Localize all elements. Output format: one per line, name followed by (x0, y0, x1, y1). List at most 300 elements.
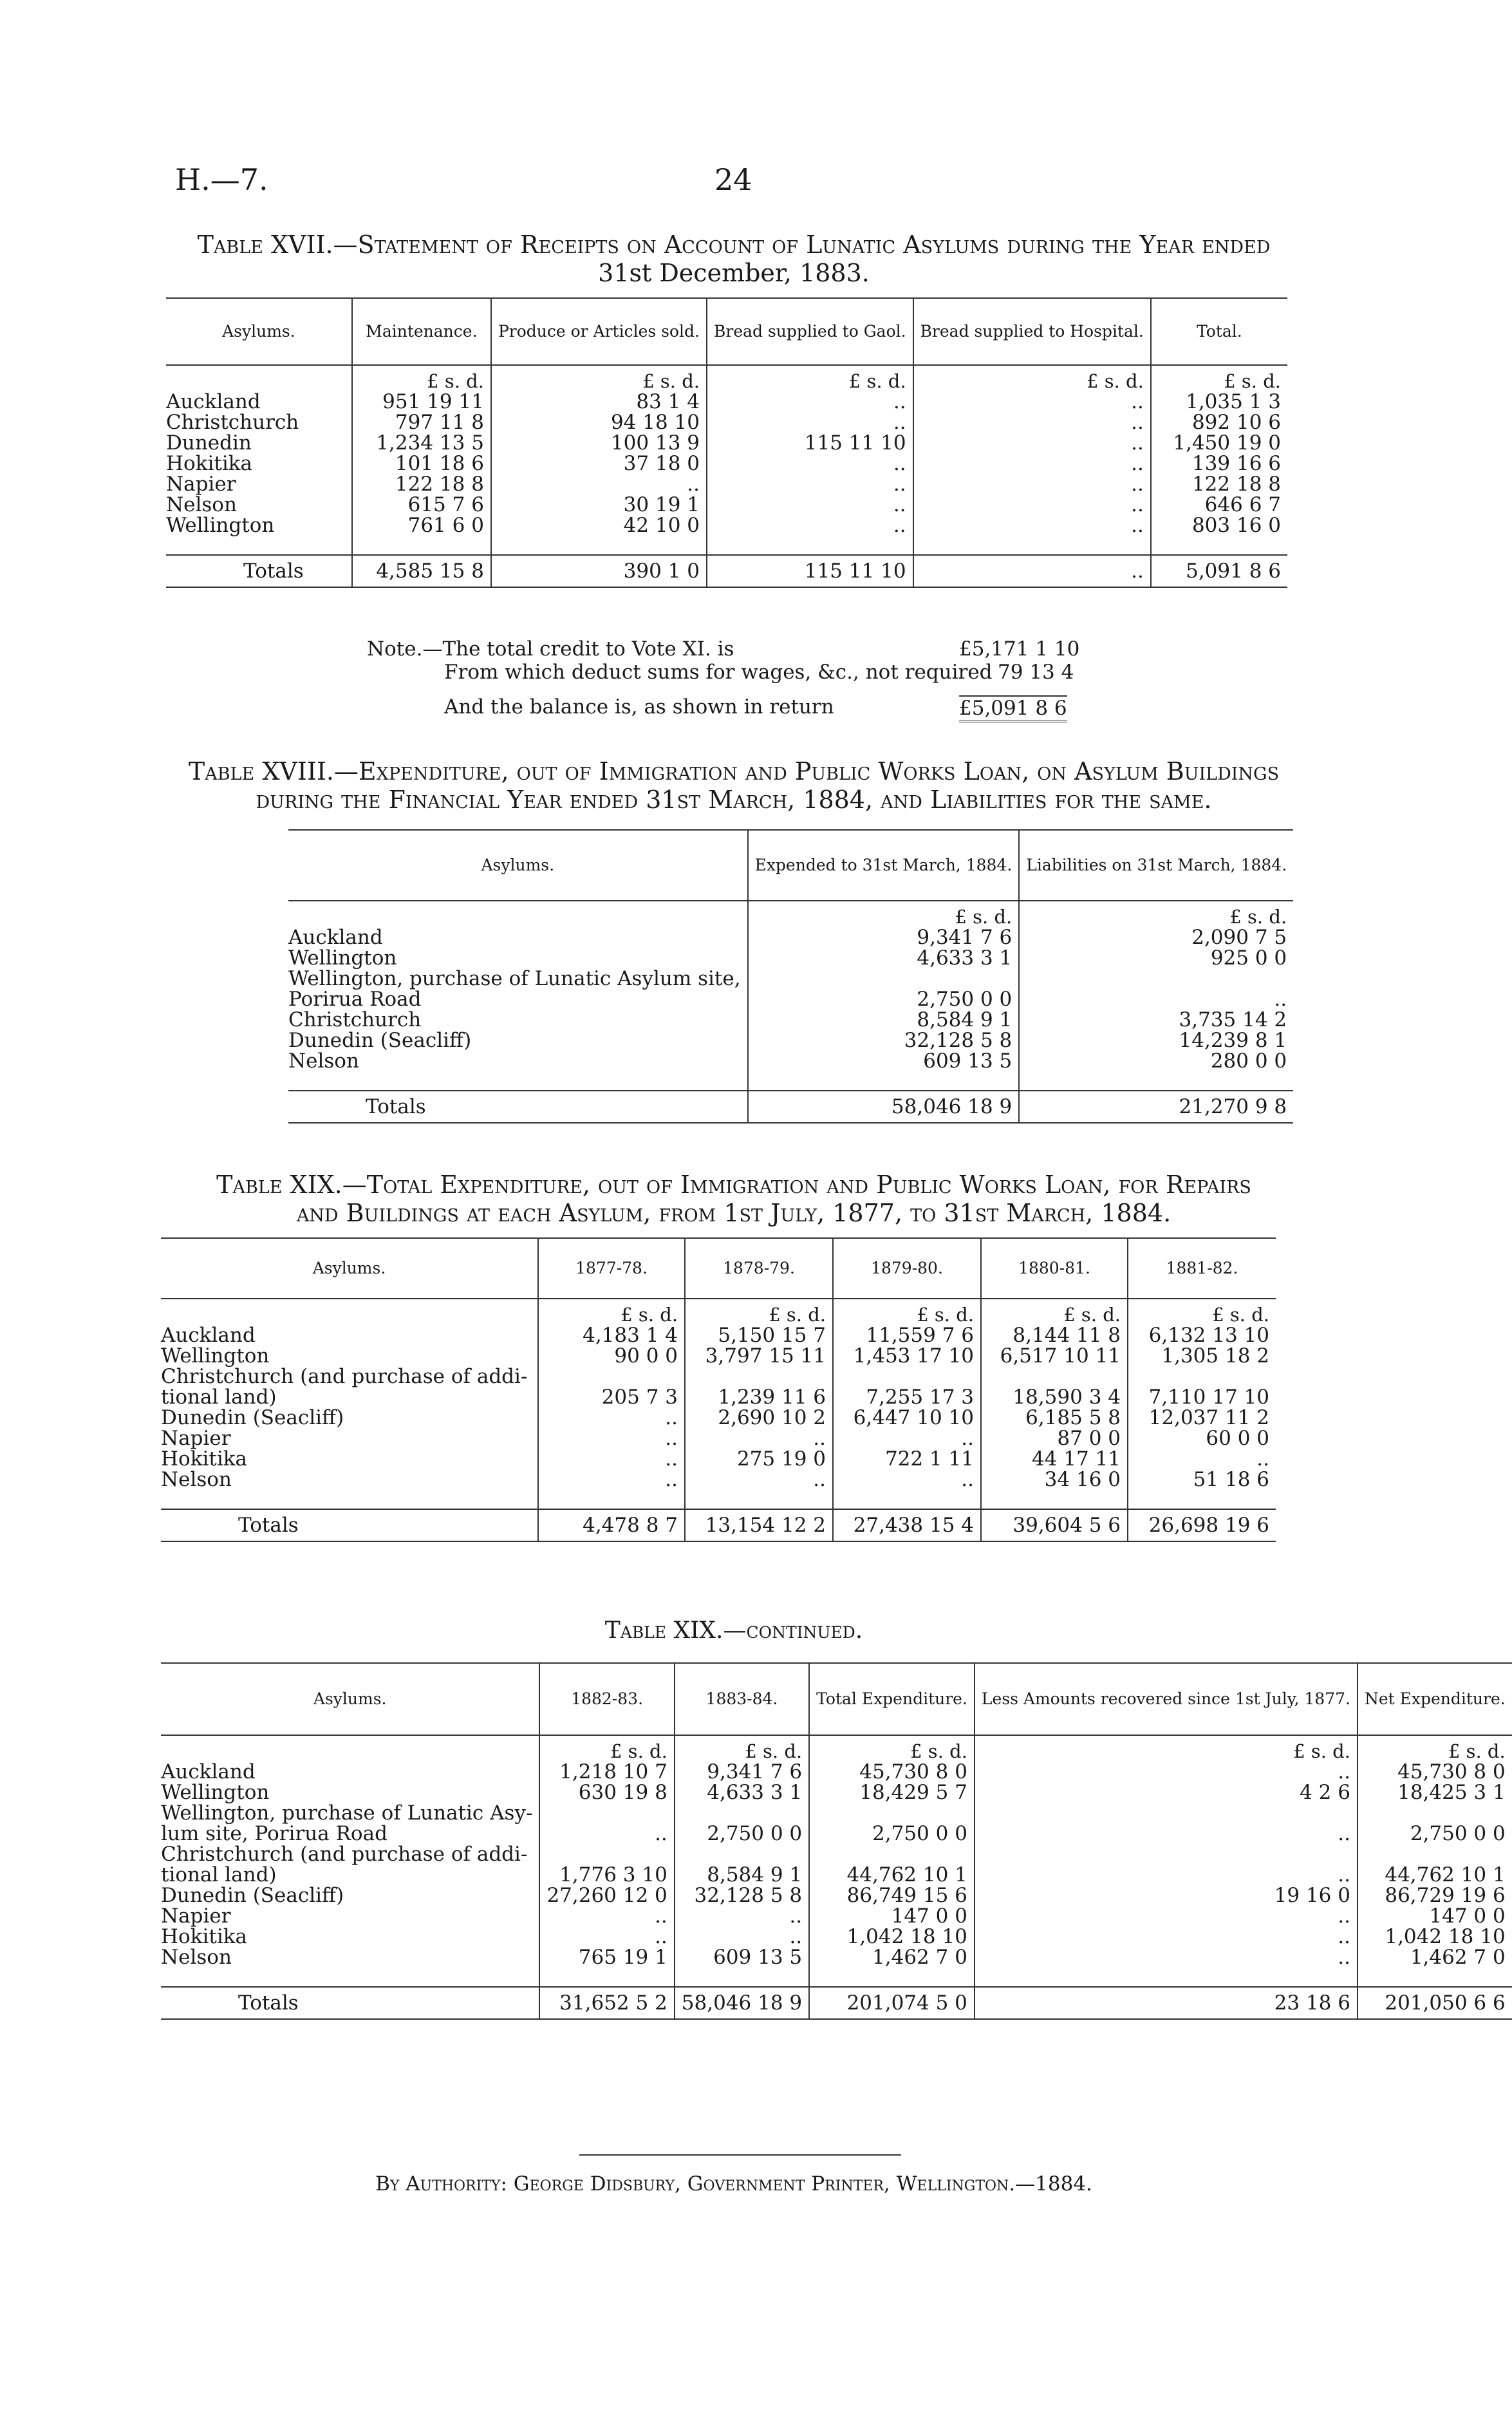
asylum-name: Wellington (161, 1781, 270, 1804)
amount-cell: 3,797 15 11 (685, 1346, 833, 1366)
amount-cell: .. (707, 453, 913, 474)
amount-cell: 37 18 0 (491, 453, 707, 474)
asylum-name: Hokitika (166, 452, 253, 475)
amount-cell: 201,074 5 0 (809, 1987, 975, 2019)
totals-label: Totals (166, 555, 352, 587)
table-18 (288, 829, 1293, 1124)
amount-cell: 44 17 11 (981, 1449, 1128, 1469)
table-17-note (367, 637, 1139, 734)
amount-cell: 761 6 0 (352, 515, 491, 536)
amount-cell (748, 968, 1020, 989)
table-19-continued-title (154, 1617, 1313, 1644)
table-row (161, 1762, 1512, 1782)
amount-cell: .. (975, 1926, 1358, 1947)
totals-label: Totals (288, 1091, 748, 1123)
amount-cell: 23 18 6 (975, 1987, 1358, 2019)
amount-cell: 30 19 1 (491, 494, 707, 515)
amount-cell: 9,341 7 6 (748, 927, 1020, 948)
amount-cell: 8,584 9 1 (675, 1865, 809, 1885)
amount-cell: 19 16 0 (975, 1885, 1358, 1906)
amount-cell: 1,234 13 5 (352, 433, 491, 453)
asylum-name: Dunedin (Seacliff) (288, 1029, 472, 1052)
amount-cell: .. (975, 1906, 1358, 1926)
table-19-header-row (161, 1238, 1276, 1299)
table-17-title (154, 230, 1313, 287)
amount-cell (1128, 1366, 1276, 1387)
amount-cell: 90 0 0 (538, 1346, 685, 1366)
amount-cell: 39,604 5 6 (981, 1509, 1128, 1541)
spacer-row (166, 536, 1287, 555)
note-value1: £5,171 1 10 (959, 637, 1080, 661)
col-1880-81: 1880-81. (981, 1238, 1128, 1299)
table-row (161, 1865, 1512, 1885)
amount-cell: 58,046 18 9 (748, 1091, 1020, 1123)
totals-row (161, 1509, 1276, 1541)
amount-cell: 1,453 17 10 (833, 1346, 981, 1366)
amount-cell: .. (685, 1469, 833, 1490)
amount-cell: 2,750 0 0 (675, 1823, 809, 1844)
table-17-header-row (166, 298, 1287, 365)
asylum-name: Auckland (166, 390, 261, 413)
table-row (161, 1782, 1512, 1803)
amount-cell: 45,730 8 0 (1358, 1762, 1512, 1782)
amount-cell: 280 0 0 (1019, 1051, 1293, 1071)
table-18-title-line1: Table XVIII.—Expenditure, out of Immigration and Public Works Loan, on Asylum Buildings (188, 757, 1280, 785)
amount-cell: .. (913, 494, 1151, 515)
amount-cell: 4,478 8 7 (538, 1509, 685, 1541)
currency-label: £ s. d. (1019, 901, 1293, 927)
amount-cell: 1,305 18 2 (1128, 1346, 1276, 1366)
amount-cell: 122 18 8 (1151, 474, 1287, 494)
printer-credit-text: By Authority: George Didsbury, Government Printer, Wellington.—1884. (375, 2172, 1092, 2196)
amount-cell: 722 1 11 (833, 1449, 981, 1469)
asylum-name: Christchurch (and purchase of addi- (161, 1365, 528, 1388)
amount-cell: 18,425 3 1 (1358, 1782, 1512, 1803)
asylum-name: lum site, Porirua Road (161, 1822, 387, 1845)
currency-label: £ s. d. (685, 1299, 833, 1325)
amount-cell: 115 11 10 (707, 555, 913, 587)
amount-cell: 4 2 6 (975, 1782, 1358, 1803)
currency-row (161, 1299, 1276, 1325)
table-row (161, 1823, 1512, 1844)
table-row (161, 1407, 1276, 1428)
note-value3: £5,091 8 6 (959, 695, 1067, 722)
amount-cell: 27,438 15 4 (833, 1509, 981, 1541)
amount-cell: 646 6 7 (1151, 494, 1287, 515)
table-row (161, 1926, 1512, 1947)
printer-credit (154, 2172, 1313, 2196)
currency-label: £ s. d. (748, 901, 1020, 927)
amount-cell: 31,652 5 2 (539, 1987, 674, 2019)
amount-cell: 4,633 3 1 (748, 948, 1020, 968)
table-row (161, 1885, 1512, 1906)
col-total: Total. (1151, 298, 1287, 365)
amount-cell: 100 13 9 (491, 433, 707, 453)
table-row (161, 1469, 1276, 1490)
amount-cell: 18,429 5 7 (809, 1782, 975, 1803)
totals-row (166, 555, 1287, 587)
currency-label: £ s. d. (975, 1735, 1358, 1762)
amount-cell: 6,517 10 11 (981, 1346, 1128, 1366)
amount-cell: 8,144 11 8 (981, 1325, 1128, 1346)
amount-cell: 630 19 8 (539, 1782, 674, 1803)
asylum-name: Christchurch (and purchase of addi- (161, 1843, 528, 1866)
amount-cell: .. (539, 1906, 674, 1926)
table-row (161, 1803, 1512, 1823)
col-1878-79: 1878-79. (685, 1238, 833, 1299)
table-row (161, 1449, 1276, 1469)
amount-cell: .. (707, 412, 913, 433)
amount-cell: 609 13 5 (675, 1947, 809, 1968)
totals-row (161, 1987, 1512, 2019)
amount-cell: 83 1 4 (491, 391, 707, 412)
amount-cell (809, 1803, 975, 1823)
currency-label: £ s. d. (491, 365, 707, 391)
amount-cell (1019, 968, 1293, 989)
asylum-name: Dunedin (166, 431, 252, 455)
table-19-title-line1: Table XIX.—Total Expenditure, out of Immigration and Public Works Loan, for Repairs (216, 1171, 1251, 1199)
amount-cell: 925 0 0 (1019, 948, 1293, 968)
currency-label: £ s. d. (352, 365, 491, 391)
amount-cell: 1,042 18 10 (1358, 1926, 1512, 1947)
col-less-amounts: Less Amounts recovered since 1st July, 1877. (975, 1663, 1358, 1735)
currency-label: £ s. d. (539, 1735, 674, 1762)
amount-cell: 147 0 0 (1358, 1906, 1512, 1926)
col-asylums: Asylums. (161, 1663, 539, 1735)
table-row (288, 948, 1293, 968)
table-row (288, 1051, 1293, 1071)
currency-row (166, 365, 1287, 391)
col-1879-80: 1879-80. (833, 1238, 981, 1299)
amount-cell: 122 18 8 (352, 474, 491, 494)
amount-cell: 1,462 7 0 (809, 1947, 975, 1968)
amount-cell: .. (675, 1926, 809, 1947)
amount-cell: 44,762 10 1 (1358, 1865, 1512, 1885)
totals-label: Totals (161, 1509, 538, 1541)
table-row (166, 515, 1287, 536)
amount-cell: 1,239 11 6 (685, 1387, 833, 1407)
asylum-name: tional land) (161, 1386, 277, 1409)
amount-cell: 205 7 3 (538, 1387, 685, 1407)
table-row (288, 968, 1293, 989)
amount-cell (675, 1803, 809, 1823)
amount-cell: 26,698 19 6 (1128, 1509, 1276, 1541)
table-row (161, 1428, 1276, 1449)
amount-cell: 86,749 15 6 (809, 1885, 975, 1906)
amount-cell: 2,090 7 5 (1019, 927, 1293, 948)
amount-cell: 27,260 12 0 (539, 1885, 674, 1906)
amount-cell: .. (913, 474, 1151, 494)
amount-cell: .. (975, 1865, 1358, 1885)
amount-cell (981, 1366, 1128, 1387)
asylum-name: Wellington, purchase of Lunatic Asy- (161, 1801, 533, 1825)
table-row (161, 1346, 1276, 1366)
totals-label: Totals (161, 1987, 539, 2019)
asylum-name: Auckland (161, 1324, 256, 1347)
col-asylums: Asylums. (166, 298, 352, 365)
currency-row (161, 1735, 1512, 1762)
table-row (166, 433, 1287, 453)
table-row (161, 1366, 1276, 1387)
currency-label: £ s. d. (1128, 1299, 1276, 1325)
asylum-name: Napier (161, 1904, 231, 1928)
table-19c-header-row (161, 1663, 1512, 1735)
table-row (166, 412, 1287, 433)
amount-cell: .. (913, 515, 1151, 536)
amount-cell: 5,091 8 6 (1151, 555, 1287, 587)
table-row (288, 989, 1293, 1010)
col-liabilities: Liabilities on 31st March, 1884. (1019, 830, 1293, 901)
footer-rule (579, 2154, 901, 2156)
table-row (166, 453, 1287, 474)
asylum-name: Hokitika (161, 1447, 248, 1471)
totals-row (288, 1091, 1293, 1123)
amount-cell: .. (538, 1407, 685, 1428)
amount-cell: 45,730 8 0 (809, 1762, 975, 1782)
currency-label: £ s. d. (1358, 1735, 1512, 1762)
asylum-name: Wellington (161, 1344, 270, 1368)
amount-cell: 14,239 8 1 (1019, 1030, 1293, 1051)
note-line3: And the balance is, as shown in return (444, 695, 834, 719)
amount-cell: 8,584 9 1 (748, 1010, 1020, 1030)
amount-cell: 1,450 19 0 (1151, 433, 1287, 453)
table-row (161, 1844, 1512, 1865)
col-1877-78: 1877-78. (538, 1238, 685, 1299)
amount-cell: .. (913, 433, 1151, 453)
currency-label: £ s. d. (981, 1299, 1128, 1325)
currency-row (288, 901, 1293, 927)
table-18-title (154, 757, 1313, 814)
spacer-row (288, 1071, 1293, 1091)
asylum-name: Auckland (288, 926, 383, 949)
amount-cell: 6,132 13 10 (1128, 1325, 1276, 1346)
amount-cell: 615 7 6 (352, 494, 491, 515)
amount-cell: .. (707, 515, 913, 536)
amount-cell: .. (539, 1926, 674, 1947)
amount-cell: 11,559 7 6 (833, 1325, 981, 1346)
amount-cell: 101 18 6 (352, 453, 491, 474)
amount-cell: 21,270 9 8 (1019, 1091, 1293, 1123)
amount-cell: .. (1019, 989, 1293, 1010)
amount-cell: 275 19 0 (685, 1449, 833, 1469)
amount-cell: .. (685, 1428, 833, 1449)
table-row (166, 494, 1287, 515)
amount-cell: 390 1 0 (491, 555, 707, 587)
amount-cell: .. (675, 1906, 809, 1926)
amount-cell: 4,585 15 8 (352, 555, 491, 587)
amount-cell (685, 1366, 833, 1387)
amount-cell: .. (707, 494, 913, 515)
amount-cell: 18,590 3 4 (981, 1387, 1128, 1407)
table-row (288, 1010, 1293, 1030)
amount-cell: 1,035 1 3 (1151, 391, 1287, 412)
amount-cell: .. (975, 1762, 1358, 1782)
amount-cell: 9,341 7 6 (675, 1762, 809, 1782)
col-1882-83: 1882-83. (539, 1663, 674, 1735)
amount-cell: 32,128 5 8 (675, 1885, 809, 1906)
amount-cell: 1,218 10 7 (539, 1762, 674, 1782)
note-line2: From which deduct sums for wages, &c., not required (444, 661, 993, 684)
amount-cell: .. (707, 391, 913, 412)
amount-cell: 86,729 19 6 (1358, 1885, 1512, 1906)
table-row (161, 1906, 1512, 1926)
currency-label: £ s. d. (1151, 365, 1287, 391)
amount-cell: 803 16 0 (1151, 515, 1287, 536)
amount-cell: 201,050 6 6 (1358, 1987, 1512, 2019)
amount-cell: 12,037 11 2 (1128, 1407, 1276, 1428)
amount-cell (1358, 1844, 1512, 1865)
amount-cell: 32,128 5 8 (748, 1030, 1020, 1051)
amount-cell: 34 16 0 (981, 1469, 1128, 1490)
col-bread-gaol: Bread supplied to Gaol. (707, 298, 913, 365)
amount-cell: .. (491, 474, 707, 494)
asylum-name: Napier (161, 1427, 231, 1450)
amount-cell: .. (975, 1947, 1358, 1968)
table-17-title-line2: 31st December, 1883. (598, 259, 870, 287)
amount-cell: 6,185 5 8 (981, 1407, 1128, 1428)
amount-cell: 1,462 7 0 (1358, 1947, 1512, 1968)
asylum-name: Auckland (161, 1760, 256, 1783)
table-19-continued-label: Table XIX.—continued. (604, 1617, 863, 1644)
col-total-expenditure: Total Expenditure. (809, 1663, 975, 1735)
table-row (161, 1947, 1512, 1968)
asylum-name: Christchurch (166, 411, 299, 434)
asylum-name: tional land) (161, 1863, 277, 1886)
asylum-name: Napier (166, 473, 236, 496)
currency-label: £ s. d. (707, 365, 913, 391)
amount-cell: .. (913, 412, 1151, 433)
table-row (166, 474, 1287, 494)
amount-cell: 115 11 10 (707, 433, 913, 453)
asylum-name: Hokitika (161, 1925, 248, 1948)
table-18-title-line2: during the Financial Year ended 31st March, 1884, and Liabilities for the same. (256, 785, 1212, 814)
col-1883-84: 1883-84. (675, 1663, 809, 1735)
table-row (288, 1030, 1293, 1051)
amount-cell (539, 1803, 674, 1823)
col-asylums: Asylums. (161, 1238, 538, 1299)
table-17 (166, 297, 1287, 588)
table-19-title (154, 1171, 1313, 1227)
amount-cell: .. (538, 1449, 685, 1469)
amount-cell: 2,750 0 0 (809, 1823, 975, 1844)
table-19-continued (161, 1662, 1512, 2020)
amount-cell: 951 19 11 (352, 391, 491, 412)
col-asylums: Asylums. (288, 830, 748, 901)
amount-cell: 139 16 6 (1151, 453, 1287, 474)
amount-cell: 5,150 15 7 (685, 1325, 833, 1346)
asylum-name: Wellington (166, 514, 275, 537)
amount-cell: 609 13 5 (748, 1051, 1020, 1071)
table-17-title-line1: Table XVII.—Statement of Receipts on Account of Lunatic Asylums during the Year ended (197, 230, 1271, 259)
amount-cell: .. (538, 1469, 685, 1490)
amount-cell: 6,447 10 10 (833, 1407, 981, 1428)
asylum-name: Dunedin (Seacliff) (161, 1884, 344, 1907)
amount-cell: .. (539, 1823, 674, 1844)
amount-cell: 1,776 3 10 (539, 1865, 674, 1885)
asylum-name: Dunedin (Seacliff) (161, 1406, 344, 1429)
amount-cell: 51 18 6 (1128, 1469, 1276, 1490)
table-row (166, 391, 1287, 412)
note-line1: Note.—The total credit to Vote XI. is (367, 637, 734, 661)
spacer-row (161, 1968, 1512, 1987)
amount-cell (833, 1366, 981, 1387)
currency-label: £ s. d. (675, 1735, 809, 1762)
col-expended: Expended to 31st March, 1884. (748, 830, 1020, 901)
amount-cell: 58,046 18 9 (675, 1987, 809, 2019)
amount-cell: 765 19 1 (539, 1947, 674, 1968)
table-18-header-row (288, 830, 1293, 901)
asylum-name: Nelson (288, 1049, 359, 1073)
amount-cell: .. (833, 1469, 981, 1490)
asylum-name: Nelson (161, 1468, 232, 1491)
table-19-title-line2: and Buildings at each Asylum, from 1st July, 1877, to 31st March, 1884. (296, 1199, 1171, 1227)
asylum-name: Wellington (288, 946, 397, 970)
col-maintenance: Maintenance. (352, 298, 491, 365)
amount-cell: 1,042 18 10 (809, 1926, 975, 1947)
amount-cell: .. (913, 555, 1151, 587)
amount-cell (1358, 1803, 1512, 1823)
page-number: 24 (714, 162, 752, 197)
note-value2: 79 13 4 (998, 661, 1074, 684)
amount-cell: 87 0 0 (981, 1428, 1128, 1449)
spacer-row (161, 1490, 1276, 1509)
amount-cell: 44,762 10 1 (809, 1865, 975, 1885)
amount-cell: .. (913, 391, 1151, 412)
table-row (161, 1325, 1276, 1346)
col-1881-82: 1881-82. (1128, 1238, 1276, 1299)
amount-cell (809, 1844, 975, 1865)
amount-cell: .. (913, 453, 1151, 474)
currency-label: £ s. d. (809, 1735, 975, 1762)
amount-cell: .. (707, 474, 913, 494)
amount-cell: 13,154 12 2 (685, 1509, 833, 1541)
col-net-expenditure: Net Expenditure. (1358, 1663, 1512, 1735)
amount-cell (675, 1844, 809, 1865)
asylum-name: Christchurch (288, 1008, 422, 1031)
amount-cell: .. (538, 1428, 685, 1449)
asylum-name: Wellington, purchase of Lunatic Asylum site, (288, 967, 741, 990)
amount-cell: 3,735 14 2 (1019, 1010, 1293, 1030)
document-code: H.—7. (175, 162, 268, 197)
amount-cell: .. (833, 1428, 981, 1449)
amount-cell: 2,750 0 0 (1358, 1823, 1512, 1844)
amount-cell (975, 1803, 1358, 1823)
asylum-name: Nelson (166, 493, 237, 516)
amount-cell (975, 1844, 1358, 1865)
amount-cell: 892 10 6 (1151, 412, 1287, 433)
amount-cell: .. (1128, 1449, 1276, 1469)
table-row (288, 927, 1293, 948)
amount-cell: 147 0 0 (809, 1906, 975, 1926)
amount-cell: 2,690 10 2 (685, 1407, 833, 1428)
currency-label: £ s. d. (913, 365, 1151, 391)
amount-cell: 60 0 0 (1128, 1428, 1276, 1449)
amount-cell: 7,110 17 10 (1128, 1387, 1276, 1407)
amount-cell (538, 1366, 685, 1387)
amount-cell (539, 1844, 674, 1865)
asylum-name: Porirua Road (288, 988, 422, 1011)
amount-cell: 797 11 8 (352, 412, 491, 433)
col-produce: Produce or Articles sold. (491, 298, 707, 365)
amount-cell: 42 10 0 (491, 515, 707, 536)
asylum-name: Nelson (161, 1946, 232, 1969)
amount-cell: 4,633 3 1 (675, 1782, 809, 1803)
amount-cell: 7,255 17 3 (833, 1387, 981, 1407)
amount-cell: 2,750 0 0 (748, 989, 1020, 1010)
amount-cell: 4,183 1 4 (538, 1325, 685, 1346)
currency-label: £ s. d. (538, 1299, 685, 1325)
currency-label: £ s. d. (833, 1299, 981, 1325)
